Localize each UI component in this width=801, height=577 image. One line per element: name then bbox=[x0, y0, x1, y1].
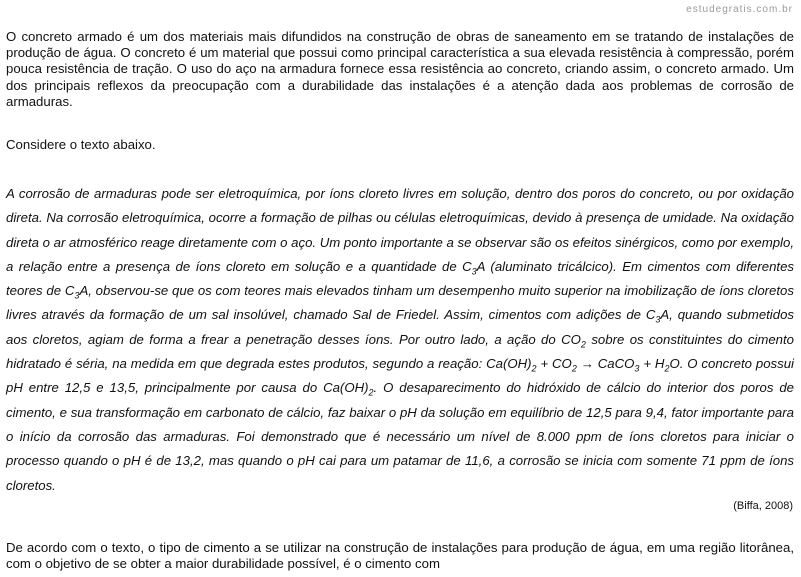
quoted-text bbox=[6, 182, 794, 498]
subscript-3: 3 bbox=[634, 363, 640, 374]
quote-part-10: . O desaparecimento do hidróxido de cálcio do interior dos poros de cimento, e sua transformação em carbonato de cálcio, faz baixar o pH da solução em equilíbrio de 12,5 para 9,4, fator importante para o início da corrosão das armaduras. Foi demonstrado que é necessário um nível de 8.000 ppm de íons cloretos para iniciar o processo quando o pH é de 13,2, mas quando o pH cai para um patamar de 11,6, a corrosão se inicia com somente 71 ppm de íons cloretos. bbox=[6, 380, 795, 493]
quote-part-8: + H bbox=[639, 356, 665, 372]
quote-part-4: A, quando submetidos aos cloretos, agiam de forma a frear a penetração desses íons. Por outro lado, a ação do CO bbox=[6, 307, 795, 347]
site-watermark: estudegratis.com.br bbox=[686, 4, 793, 15]
question-text: De acordo com o texto, o tipo de cimento a se utilizar na construção de instalações para produção de água, em uma região litorânea, com o objetivo de se obter a maior durabilidade possível, é o cimento com bbox=[6, 540, 794, 572]
citation-source: (Biffa, 2008) bbox=[733, 500, 793, 512]
consider-instruction: Considere o texto abaixo. bbox=[6, 137, 156, 152]
quote-part-9: O. O concreto possui pH entre 12,5 e 13,5, principalmente por causa do Ca(OH) bbox=[6, 356, 794, 396]
quote-part-3: A, observou-se que os com teores mais elevados tinham um desempenho muito superior na imobilização de íons cloretos livres através da formação de um sal insolúvel, chamado Sal de Friedel. Assim, cimentos com adições de C bbox=[6, 283, 794, 323]
subscript-3: 3 bbox=[655, 315, 661, 326]
subscript-2: 2 bbox=[580, 339, 586, 350]
subscript-2: 2 bbox=[664, 363, 670, 374]
quote-part-2: A (aluminato tricálcico). Em cimentos com diferentes teores de C bbox=[6, 258, 794, 299]
quote-part-1: A corrosão de armaduras pode ser eletroquímica, por íons cloreto livres em solução, dentro dos poros do concreto, ou por oxidação direta. Na corrosão eletroquímica, ocorre a formação de pilhas ou células eletroquímicas, devido à presença de umidade. Na oxidação direta o ar atmosférico reage diretamente com o aço. Um ponto importante a se observar são os efeitos sinérgicos, como por exemplo, a relação entre a presença de íons cloreto em solução e a quantidade de C bbox=[6, 186, 794, 274]
intro-paragraph: O concreto armado é um dos materiais mais difundidos na construção de obras de saneamento em se tratando de instalações de produção de água. O concreto é um material que possui como principal característica a sua elevada resistência à compressão, porém pouca resistência de tração. O uso do aço na armadura fornece essa resistência ao concreto, criando assim, o concreto armado. Um dos principais reflexos da preocupação com a durabilidade das instalações é a atenção dada aos problemas de corrosão de armaduras. bbox=[6, 29, 794, 109]
quote-part-6: + CO bbox=[536, 356, 572, 372]
quote-part-5: sobre os constituintes do cimento hidratado é séria, na medida em que degrada estes produtos, segundo a reação: Ca(OH) bbox=[6, 331, 795, 372]
quote-part-7: → CaCO bbox=[576, 356, 635, 372]
subscript-3: 3 bbox=[74, 290, 80, 301]
subscript-2: 2 bbox=[368, 388, 374, 399]
subscript-2: 2 bbox=[571, 363, 577, 374]
subscript-2: 2 bbox=[531, 363, 537, 374]
subscript-3: 3 bbox=[471, 266, 477, 277]
